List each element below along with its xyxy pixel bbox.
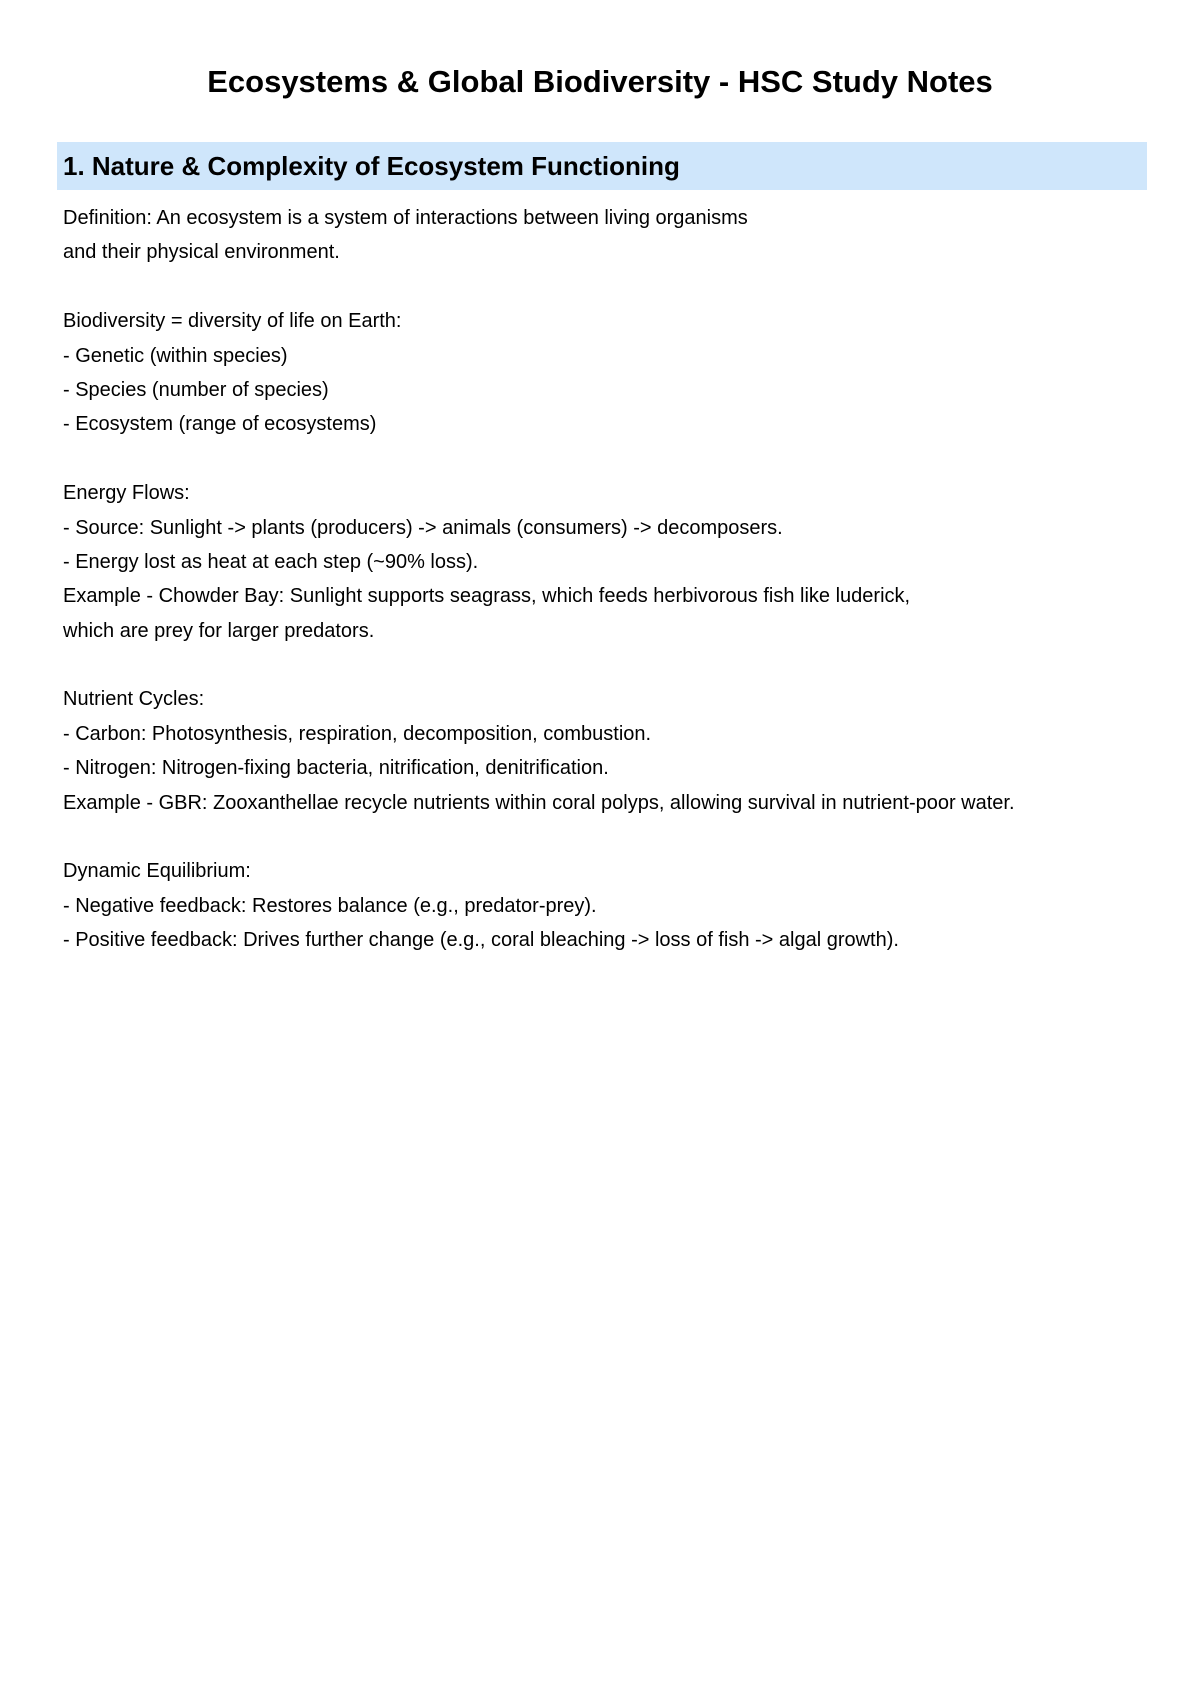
biodiversity-item: - Ecosystem (range of ecosystems): [63, 413, 377, 436]
paragraph-gap: [63, 648, 1163, 682]
energy-flows-heading: Energy Flows:: [63, 482, 190, 505]
definition-line: and their physical environment.: [63, 241, 340, 264]
nutrient-cycles-example: Example - GBR: Zooxanthellae recycle nutrients within coral polyps, allowing survival in nutrient-poor water.: [63, 791, 1015, 814]
dynamic-equilibrium-item: - Negative feedback: Restores balance (e.g., predator-prey).: [63, 894, 597, 917]
dynamic-equilibrium-heading: Dynamic Equilibrium:: [63, 860, 251, 883]
section-heading: 1. Nature & Complexity of Ecosystem Functioning: [57, 142, 1147, 190]
definition-line: Definition: An ecosystem is a system of interactions between living organisms: [63, 207, 748, 229]
biodiversity-item: - Species (number of species): [63, 378, 329, 401]
paragraph-gap: [63, 820, 1163, 854]
biodiversity-item: - Genetic (within species): [63, 344, 288, 367]
biodiversity-heading: Biodiversity = diversity of life on Earth:: [63, 310, 402, 333]
paragraph-gap: [63, 442, 1163, 476]
energy-flows-item: - Source: Sunlight -> plants (producers) -> animals (consumers) -> decomposers.: [63, 516, 783, 539]
section-body: [63, 201, 1163, 958]
nutrient-cycles-heading: Nutrient Cycles:: [63, 688, 205, 711]
document-title: Ecosystems & Global Biodiversity - HSC Study Notes: [207, 64, 993, 99]
dynamic-equilibrium-item: - Positive feedback: Drives further change (e.g., coral bleaching -> loss of fish -> algal growth).: [63, 929, 899, 952]
energy-flows-item: - Energy lost as heat at each step (~90% loss).: [63, 550, 479, 573]
nutrient-cycles-item: - Carbon: Photosynthesis, respiration, decomposition, combustion.: [63, 722, 652, 745]
nutrient-cycles-item: - Nitrogen: Nitrogen-fixing bacteria, nitrification, denitrification.: [63, 757, 609, 780]
paragraph-gap: [63, 270, 1163, 304]
energy-flows-example: which are prey for larger predators.: [63, 619, 375, 642]
energy-flows-example: Example - Chowder Bay: Sunlight supports seagrass, which feeds herbivorous fish like luderick,: [63, 585, 911, 608]
